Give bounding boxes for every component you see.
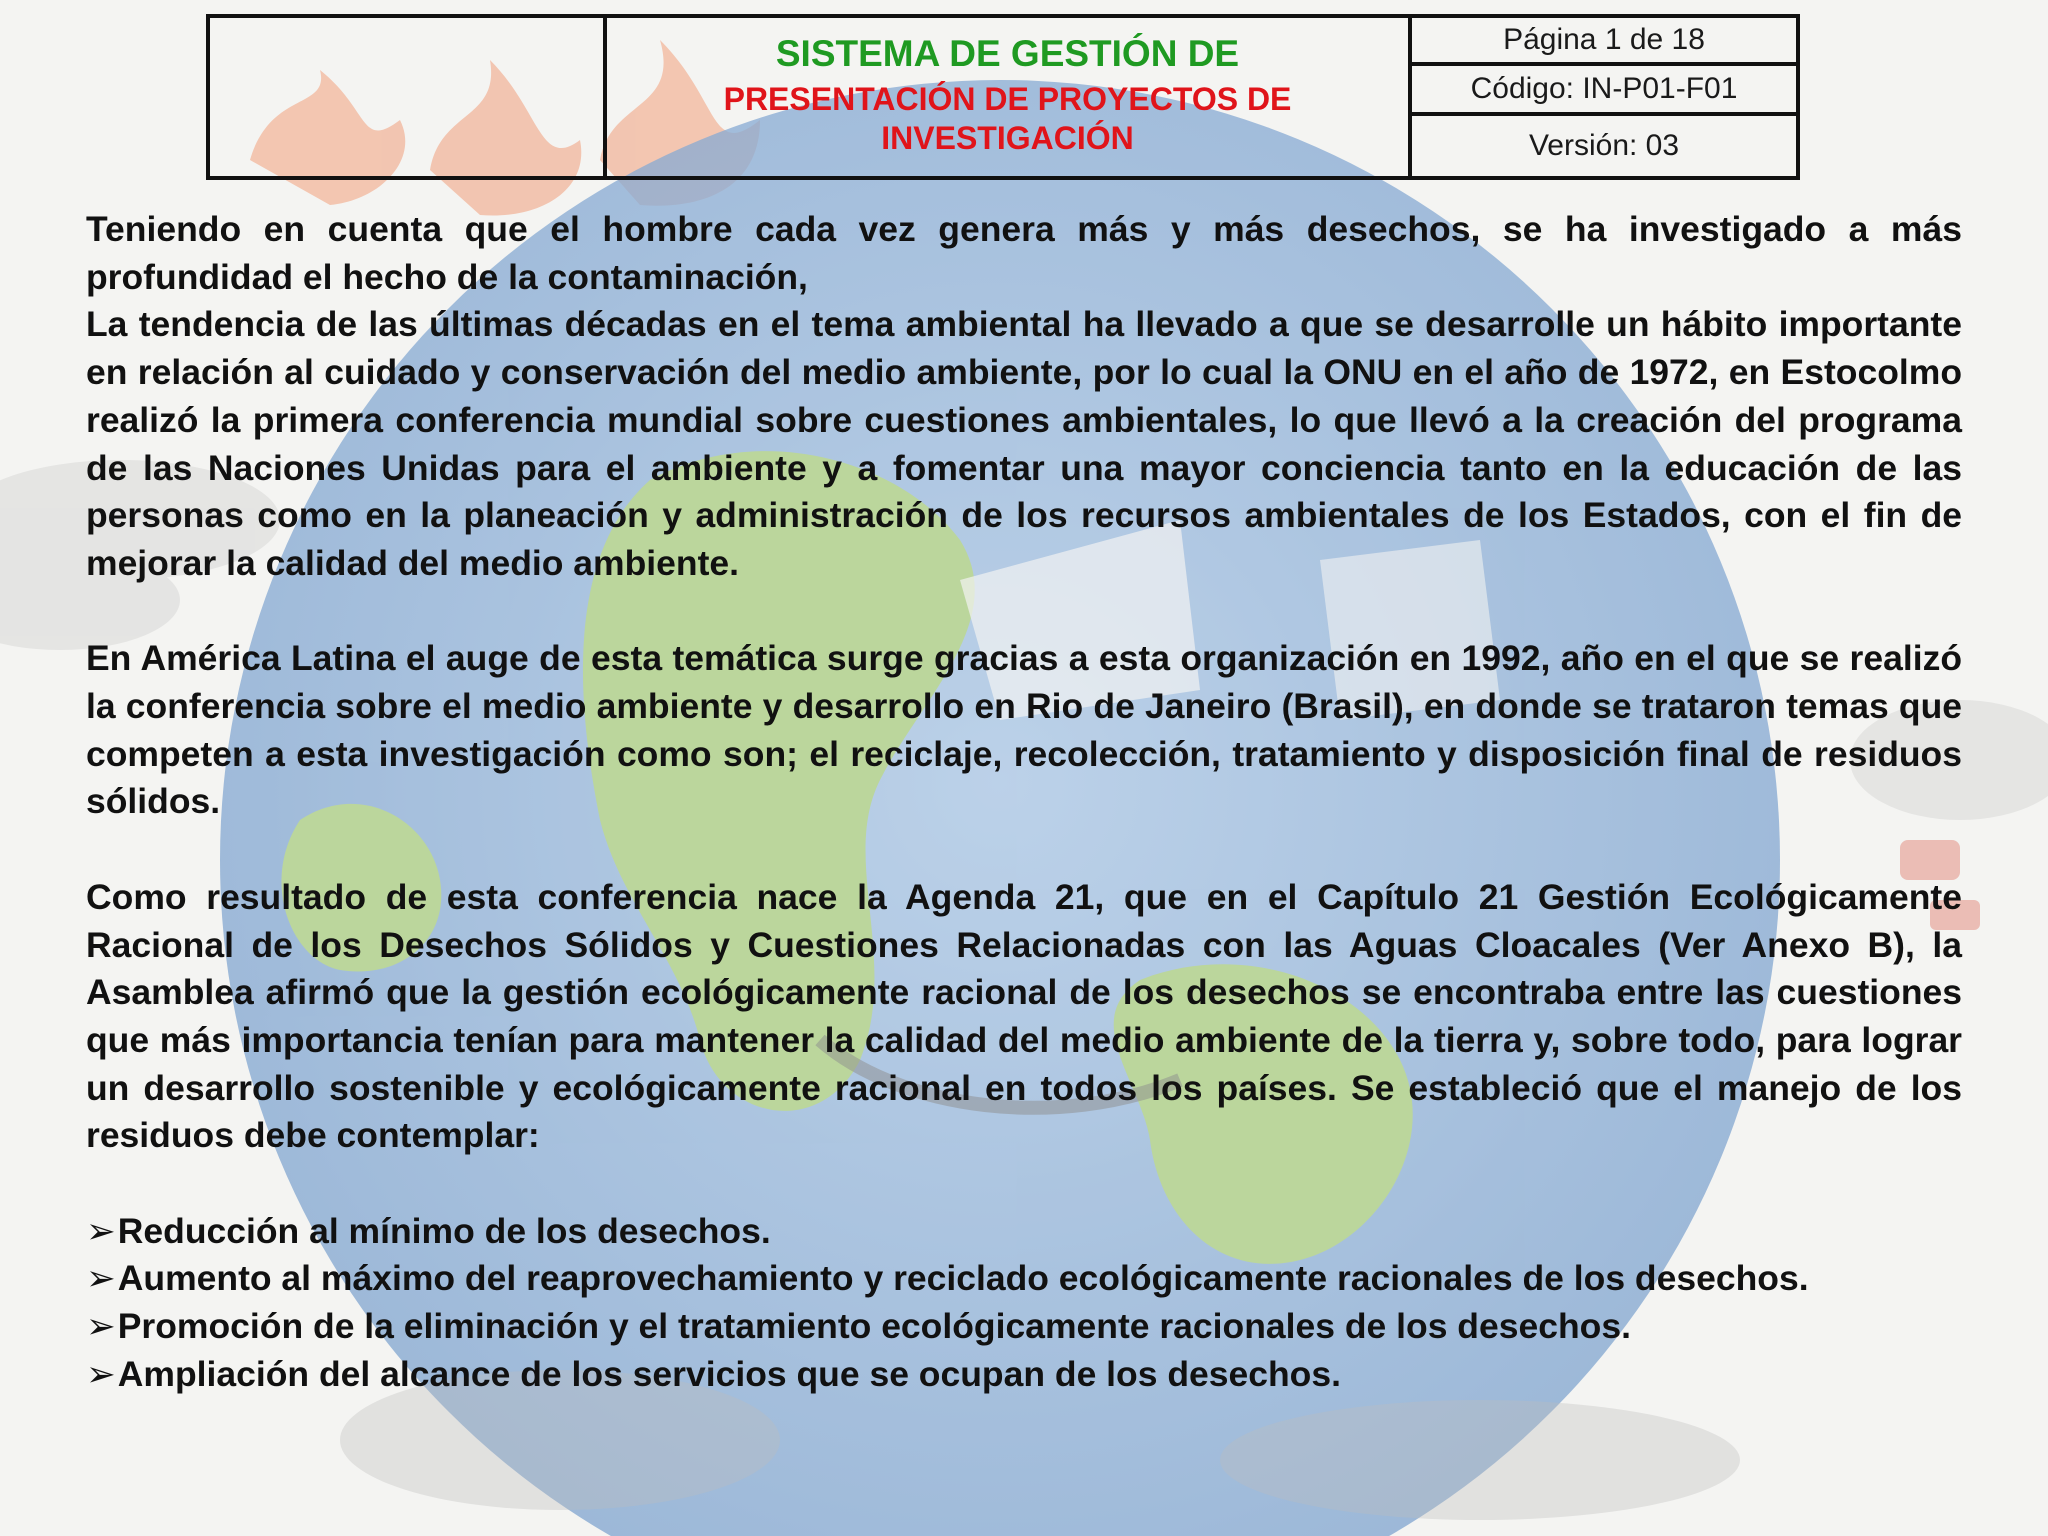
project-title-line1: PRESENTACIÓN DE PROYECTOS DE [723, 81, 1292, 118]
document-version: Versión: 03 [1528, 129, 1680, 162]
project-title-line2: INVESTIGACIÓN [881, 120, 1134, 157]
document-header [206, 14, 1800, 180]
system-title: SISTEMA DE GESTIÓN DE [775, 32, 1240, 74]
paragraph-trend: La tendencia de las últimas décadas en el tema ambiental ha llevado a que se desarrolle un hábito importante en relación al cuidado y conservación del medio ambiente, por lo cual la ONU en el año de 1972, en Estocolmo realizó la primera conferencia mundial sobre cuestiones ambientales, lo que llevó a la creación del programa de las Naciones Unidas para el ambiente y a fomentar una mayor conciencia tanto en la educación de las personas como en la planeación y administración de los recursos ambientales de los Estados, con el fin de mejorar la calidad del medio ambiente. [86, 304, 1962, 583]
arrow-bullet-icon: ➢ [86, 1353, 116, 1394]
header-logo-cell [210, 18, 607, 176]
document-body [86, 206, 1962, 1399]
arrow-bullet-icon: ➢ [86, 1258, 116, 1299]
list-item: ➢Promoción de la eliminación y el tratamiento ecológicamente racionales de los desechos. [86, 1306, 1631, 1347]
list-item: ➢Reducción al mínimo de los desechos. [86, 1210, 771, 1251]
paragraph-latin-america: En América Latina el auge de esta temática surge gracias a esta organización en 1992, año en el que se realizó la conferencia sobre el medio ambiente y desarrollo en Rio de Janeiro (Brasil), en donde se trataron temas que competen a esta investigación como son; el reciclaje, recolección, tratamiento y disposición final de residuos sólidos. [86, 638, 1962, 822]
document-code: Código: IN-P01-F01 [1412, 66, 1796, 116]
list-item: ➢Aumento al máximo del reaprovechamiento y reciclado ecológicamente racionales de los desechos. [86, 1258, 1809, 1299]
header-meta-cell [1412, 18, 1796, 176]
arrow-bullet-icon: ➢ [86, 1306, 116, 1347]
paragraph-agenda-21: Como resultado de esta conferencia nace la Agenda 21, que en el Capítulo 21 Gestión Ecológicamente Racional de los Desechos Sólidos y Cuestiones Relacionadas con las Aguas Cloacales (Ver Anexo B), la Asamblea afirmó que la gestión ecológicamente racional de los desechos se encontraba entre las cuestiones que más importancia tenían para mantener la calidad del medio ambiente de la tierra y, sobre todo, para lograr un desarrollo sostenible y ecológicamente racional en todos los países. Se estableció que el manejo de los residuos debe contemplar: [86, 876, 1962, 1156]
page-number: Página 1 de 18 [1412, 18, 1796, 66]
arrow-bullet-icon: ➢ [86, 1210, 116, 1251]
header-title-cell [607, 18, 1412, 176]
paragraph-intro: Teniendo en cuenta que el hombre cada vez genera más y más desechos, se ha investigado a más profundidad el hecho de la contaminación, [86, 209, 1962, 297]
list-item: ➢Ampliación del alcance de los servicios que se ocupan de los desechos. [86, 1353, 1341, 1394]
